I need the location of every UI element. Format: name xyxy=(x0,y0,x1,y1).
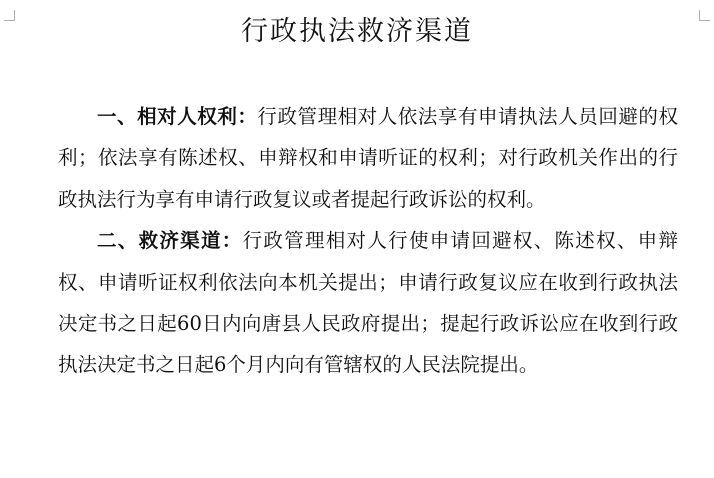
section-text: 行政管理相对人依法享有申请执法人员回避的权利；依法享有陈述权、申辩权和申请听证的权利；对行政机关作出的行政执法行为享有申请行政复议或者提起行政诉讼的权利。 xyxy=(58,105,678,211)
document-body xyxy=(58,96,678,386)
section-text: 行政管理相对人行使申请回避权、陈述权、申辩权、申请听证权利依法向本机关提出；申请行政复议应在收到行政执法决定书之日起60日内向唐县人民政府提出；提起行政诉讼应在收到行政执法决定书之日起6个月内向有管辖权的人民法院提出。 xyxy=(58,229,678,377)
section-heading: 一、相对人权利： xyxy=(97,105,258,128)
section-heading: 二、救济渠道： xyxy=(97,229,243,253)
document-title: 行政执法救济渠道 xyxy=(241,16,473,47)
section-rights xyxy=(58,96,678,220)
section-remedy-channels xyxy=(58,220,678,386)
